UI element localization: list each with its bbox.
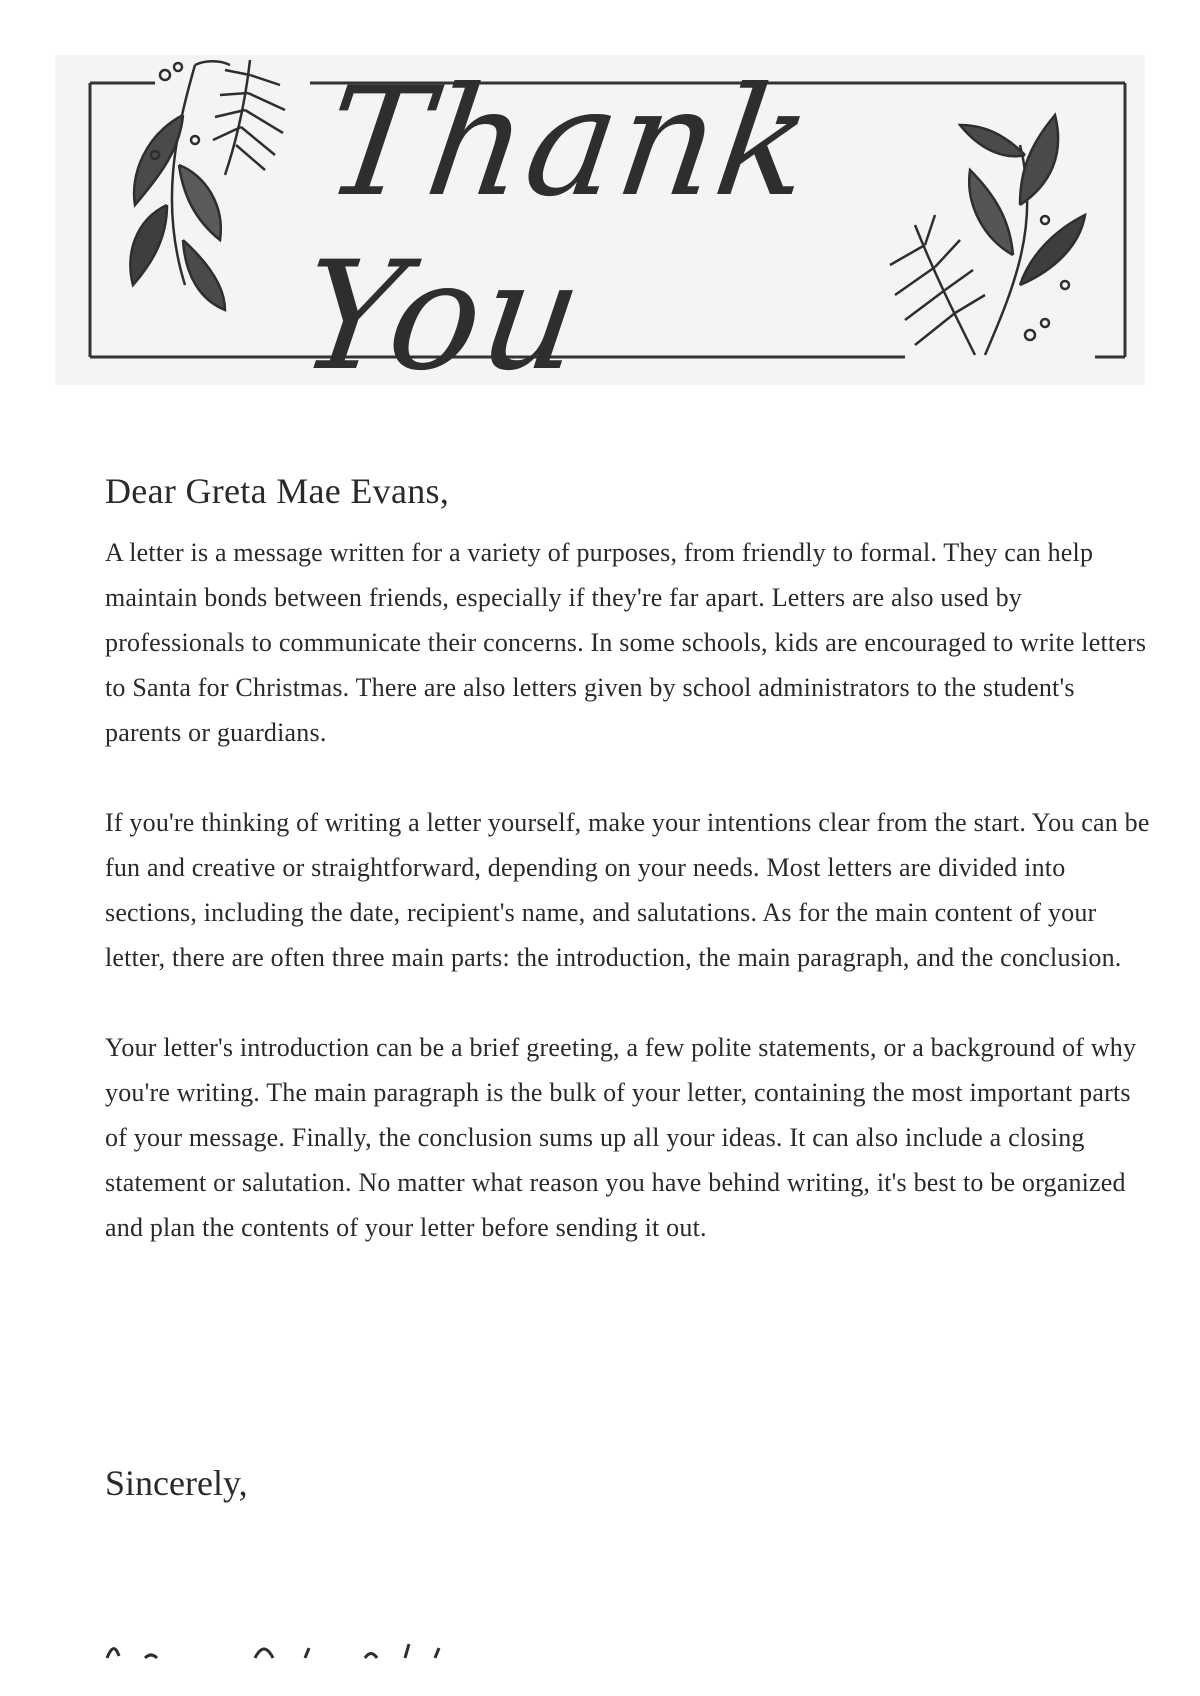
thank-you-banner bbox=[55, 55, 1145, 404]
letter-paragraph-2: If you're thinking of writing a letter yourself, make your intentions clear from the start. You can be fun and creative or straightforward, depending on your needs. Most letters are divided into sections, including the date, recipient's name, and salutations. As for the main content of your letter, there are often three main parts: the introduction, the main paragraph, and the conclusion. bbox=[105, 808, 1150, 972]
letter-paragraph-1: A letter is a message written for a variety of purposes, from friendly to formal. They can help maintain bonds between friends, especially if they're far apart. Letters are also used by professionals to communicate their concerns. In some schools, kids are encouraged to write letters to Santa for Christmas. There are also letters given by school administrators to the student's parents or guardians. bbox=[105, 538, 1147, 747]
left-pine-sprig-icon bbox=[213, 60, 285, 175]
thank-you-title: Thank You bbox=[290, 56, 824, 404]
letter-paragraph-3: Your letter's introduction can be a brief greeting, a few polite statements, or a background of why you're writing. The main paragraph is the bulk of your letter, containing the most important parts of your message. Finally, the conclusion sums up all your ideas. It can also include a closing statement or salutation. No matter what reason you have behind writing, it's best to be organized and plan the contents of your letter before sending it out. bbox=[105, 1033, 1137, 1242]
signature-partial-icon bbox=[105, 1640, 465, 1660]
left-leaf-sprig-icon bbox=[130, 61, 230, 310]
letter-closing: Sincerely, bbox=[105, 1463, 248, 1503]
letter-salutation: Dear Greta Mae Evans, bbox=[105, 471, 450, 511]
letter-body bbox=[105, 470, 1150, 1295]
